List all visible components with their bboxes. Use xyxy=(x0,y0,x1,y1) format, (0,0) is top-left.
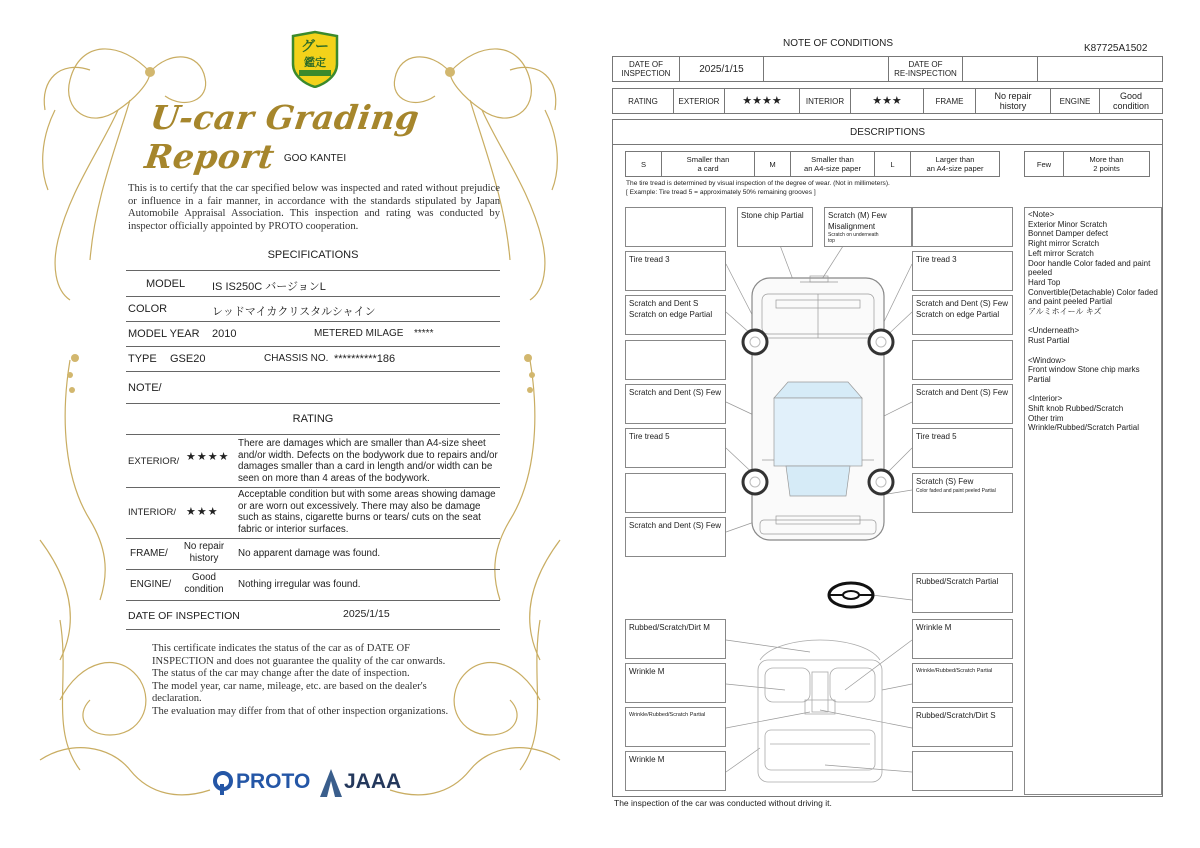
disclaimer-line: INSPECTION and does not guarantee the quality of the car onwards. xyxy=(152,655,446,667)
desc-box-top-right xyxy=(912,207,1013,247)
chassis-label: CHASSIS NO. xyxy=(264,353,329,364)
box-line: Scratch and Dent (S) Few xyxy=(916,299,1009,308)
interior-label: INTERIOR/ xyxy=(128,507,177,518)
noc-id: K87725A1502 xyxy=(1084,43,1148,54)
desc-box-right-6 xyxy=(912,473,1013,513)
label-line: DATE OF xyxy=(628,60,664,69)
desc-line: Smaller than xyxy=(811,155,854,164)
desc-box-interior-left-3: Wrinkle/Rubbed/Scratch Partial xyxy=(625,707,726,747)
type-value: GSE20 xyxy=(170,353,206,365)
frame-label: FRAME/ xyxy=(130,548,168,559)
note-line xyxy=(1028,317,1158,327)
date-of-inspection-value: 2025/1/15 xyxy=(679,56,764,82)
interior-header: INTERIOR xyxy=(799,88,851,114)
frame-description: No apparent damage was found. xyxy=(238,548,381,559)
note-line: Right mirror Scratch xyxy=(1028,239,1100,249)
box-line: Scratch (M) Few xyxy=(828,211,887,220)
mileage-value: ***** xyxy=(414,328,434,339)
noc-footer: The inspection of the car was conducted without driving it. xyxy=(614,798,832,808)
engine-value-2: condition xyxy=(184,584,224,595)
value-line: condition xyxy=(1112,101,1150,111)
desc-line: an A4-size paper xyxy=(926,164,984,173)
interior-description: Acceptable condition but with some areas showing damage or are worn out excessively. There may also be damage such as stains, cigarette burns or tears/ cuts on the seat fabric or interior surfaces. xyxy=(238,489,496,535)
color-value: レッドマイカクリスタルシャイン xyxy=(212,306,376,318)
mileage-label: METERED MILAGE xyxy=(314,328,404,339)
desc-box-steering: Rubbed/Scratch Partial xyxy=(912,573,1013,613)
jaaa-logo-text: JAAA xyxy=(344,770,402,793)
legend-l: L xyxy=(874,151,911,177)
frame-value-2: history xyxy=(189,553,219,564)
descriptions-heading: DESCRIPTIONS xyxy=(612,120,1163,145)
model-year-value: 2010 xyxy=(212,328,237,340)
disclaimer-line: The status of the car may change after the date of inspection. xyxy=(152,668,410,680)
engine-header: ENGINE xyxy=(1050,88,1100,114)
label-line: INSPECTION xyxy=(621,69,671,78)
label-line: RE-INSPECTION xyxy=(894,69,957,78)
note-line: Front window Stone chip marks Partial xyxy=(1028,365,1142,384)
spec-row-type xyxy=(126,347,500,372)
note-line: Hard Top xyxy=(1028,277,1061,287)
box-line: Scratch on edge Partial xyxy=(629,310,713,319)
note-line: Door handle Color faded and paint peeled xyxy=(1028,258,1153,278)
steering-wheel-icon xyxy=(829,583,873,607)
note-of-conditions-sheet xyxy=(600,0,1200,848)
value-line: No repair xyxy=(994,91,1032,101)
noc-title: NOTE OF CONDITIONS xyxy=(783,38,893,49)
box-line-small: top xyxy=(828,238,835,244)
date-of-inspection-value: 2025/1/15 xyxy=(343,608,390,620)
spec-row-color xyxy=(126,297,500,322)
box-line-small: Scratch on underneath xyxy=(828,232,879,238)
date-of-inspection-label: DATE OF INSPECTION xyxy=(128,610,240,622)
desc-box-top-mid-right xyxy=(824,207,912,247)
certify-paragraph: This is to certify that the car specified below was inspected and rated without prejudice or influence in a fair manner, in accordance with the standards stipulated by Japan Automobile Appraisal Association. This inspection and rating was conducted by inspector officially appointed by PROTO cooperation. xyxy=(128,183,500,232)
desc-line: a card xyxy=(697,164,719,173)
note-line: Bonnet Damper defect xyxy=(1028,229,1109,239)
chassis-value: **********186 xyxy=(334,353,396,365)
spec-row-note xyxy=(126,372,500,404)
exterior-header: EXTERIOR xyxy=(673,88,725,114)
desc-box-right-4: Scratch and Dent (S) Few xyxy=(912,384,1013,424)
box-line: Scratch (S) Few xyxy=(916,477,974,486)
disclaimer-text xyxy=(152,643,482,719)
rating-header: RATING xyxy=(612,88,674,114)
note-line: Rust Partial xyxy=(1028,336,1070,346)
desc-box-interior-right-3: Rubbed/Scratch/Dirt S xyxy=(912,707,1013,747)
type-label: TYPE xyxy=(128,353,157,365)
desc-line: an A4-size paper xyxy=(804,164,861,173)
engine-description: Nothing irregular was found. xyxy=(238,579,361,590)
exterior-stars: ★★★★ xyxy=(724,88,800,114)
desc-box-interior-left-2: Wrinkle M xyxy=(625,663,726,703)
exterior-label: EXTERIOR/ xyxy=(128,456,180,467)
desc-box-right-3 xyxy=(912,340,1013,380)
desc-box-interior-right-2: Wrinkle/Rubbed/Scratch Partial xyxy=(912,663,1013,703)
notes-panel xyxy=(1024,207,1162,795)
note-line: Convertible(Detachable) Color faded and paint peeled Partial xyxy=(1028,287,1161,307)
note-label: NOTE/ xyxy=(128,382,162,394)
interior-stars: ★★★ xyxy=(186,506,219,518)
proto-logo-text: PROTO xyxy=(236,770,311,793)
note-line: Shift knob Rubbed/Scratch xyxy=(1028,404,1124,414)
desc-box-left-3 xyxy=(625,340,726,380)
specifications-heading: SPECIFICATIONS xyxy=(267,249,359,261)
note-line xyxy=(1028,346,1158,356)
box-line: Scratch and Dent S xyxy=(629,299,699,308)
label-line: DATE OF xyxy=(908,60,943,69)
desc-box-right-2 xyxy=(912,295,1013,335)
desc-box-interior-left-4: Wrinkle M xyxy=(625,751,726,791)
desc-box-left-4: Scratch and Dent (S) Few xyxy=(625,384,726,424)
badge-bottom-text: 鑑定 xyxy=(304,57,326,69)
desc-box-left-7: Scratch and Dent (S) Few xyxy=(625,517,726,557)
model-year-label: MODEL YEAR xyxy=(128,328,200,340)
note-line: Wrinkle/Rubbed/Scratch Partial xyxy=(1028,423,1140,433)
desc-box-interior-right-4 xyxy=(912,751,1013,791)
box-line: Misalignment xyxy=(828,222,876,231)
spec-row-year xyxy=(126,322,500,347)
note-line: Exterior Minor Scratch xyxy=(1028,219,1108,229)
desc-line: Smaller than xyxy=(686,155,730,164)
interior-stars: ★★★ xyxy=(850,88,924,114)
rating-row-date xyxy=(126,601,500,630)
proto-logo-icon xyxy=(212,770,236,794)
spec-divider xyxy=(126,270,500,271)
tire-note-line: [ Example: Tire tread 5 = approximately 50% remaining grooves ] xyxy=(626,188,816,196)
jaaa-logo-icon xyxy=(320,769,342,797)
desc-line: Larger than xyxy=(935,155,975,164)
disclaimer-line: This certificate indicates the status of the car as of DATE OF xyxy=(152,643,410,654)
badge-top-text: グー xyxy=(301,38,329,54)
desc-box-left-tire-front: Tire tread 3 xyxy=(625,251,726,291)
rating-heading: RATING xyxy=(292,413,334,425)
exterior-stars: ★★★★ xyxy=(186,451,230,463)
note-line: <Window> xyxy=(1028,355,1066,365)
engine-label: ENGINE/ xyxy=(130,579,172,590)
note-line: <Interior> xyxy=(1028,394,1063,404)
rating-divider xyxy=(126,434,500,435)
box-line-small: Color faded and paint peeled Partial xyxy=(916,488,996,494)
spec-row-model xyxy=(126,272,500,297)
desc-box-left-2 xyxy=(625,295,726,335)
engine-value-1: Good xyxy=(192,572,216,583)
frame-value-1: No repair xyxy=(183,541,225,552)
disclaimer-line: declaration. xyxy=(152,693,202,705)
desc-box-interior-left-1: Rubbed/Scratch/Dirt M xyxy=(625,619,726,659)
tire-note-line: The tire tread is determined by visual inspection of the degree of wear. (Not in millimeters). xyxy=(626,180,890,187)
desc-line: More than xyxy=(1089,155,1124,164)
value-line: Good xyxy=(1119,91,1143,101)
disclaimer-line: The model year, car name, mileage, etc. are based on the dealer's xyxy=(152,680,427,692)
value-line: history xyxy=(999,101,1027,111)
desc-box-interior-right-1: Wrinkle M xyxy=(912,619,1013,659)
goo-kantei-badge-icon xyxy=(289,30,341,88)
desc-box-right-tire-rear: Tire tread 5 xyxy=(912,428,1013,468)
desc-box-left-tire-rear: Tire tread 5 xyxy=(625,428,726,468)
legend-s: S xyxy=(625,151,662,177)
note-line: <Underneath> xyxy=(1028,326,1080,336)
legend-m: M xyxy=(754,151,791,177)
rating-row-frame xyxy=(126,539,500,570)
frame-header: FRAME xyxy=(923,88,976,114)
desc-box-top-left xyxy=(625,207,726,247)
note-line: <Note> xyxy=(1028,210,1055,219)
desc-line: 2 points xyxy=(1093,164,1120,173)
model-label: MODEL xyxy=(146,278,186,290)
exterior-description: There are damages which are smaller than A4-size sheet and/or width. Defects on the bodywork due to repairs and/or damages smaller than a card in length and/or width can be seen on more than 4 areas of the bodywork. xyxy=(238,438,498,484)
report-subtitle: GOO KANTEI xyxy=(283,153,347,164)
rating-row-engine xyxy=(126,570,500,601)
rating-row-exterior xyxy=(126,436,500,488)
note-line xyxy=(1028,385,1158,395)
box-line: Scratch on edge Partial xyxy=(916,310,1000,319)
disclaimer-line: The evaluation may differ from that of other inspection organizations. xyxy=(152,705,449,717)
desc-box-left-6 xyxy=(625,473,726,513)
report-title: U-car Grading Report xyxy=(142,98,422,176)
desc-box-top-mid-left: Stone chip Partial xyxy=(737,207,813,247)
legend-few: Few xyxy=(1024,151,1064,177)
note-line: Other trim xyxy=(1028,413,1064,423)
desc-box-right-tire-front: Tire tread 3 xyxy=(912,251,1013,291)
note-line: アルミホイール キズ xyxy=(1028,307,1102,317)
rating-row-interior xyxy=(126,488,500,539)
note-line: Left mirror Scratch xyxy=(1028,248,1094,258)
color-label: COLOR xyxy=(128,303,168,315)
model-value: IS IS250C バージョンL xyxy=(212,281,326,293)
